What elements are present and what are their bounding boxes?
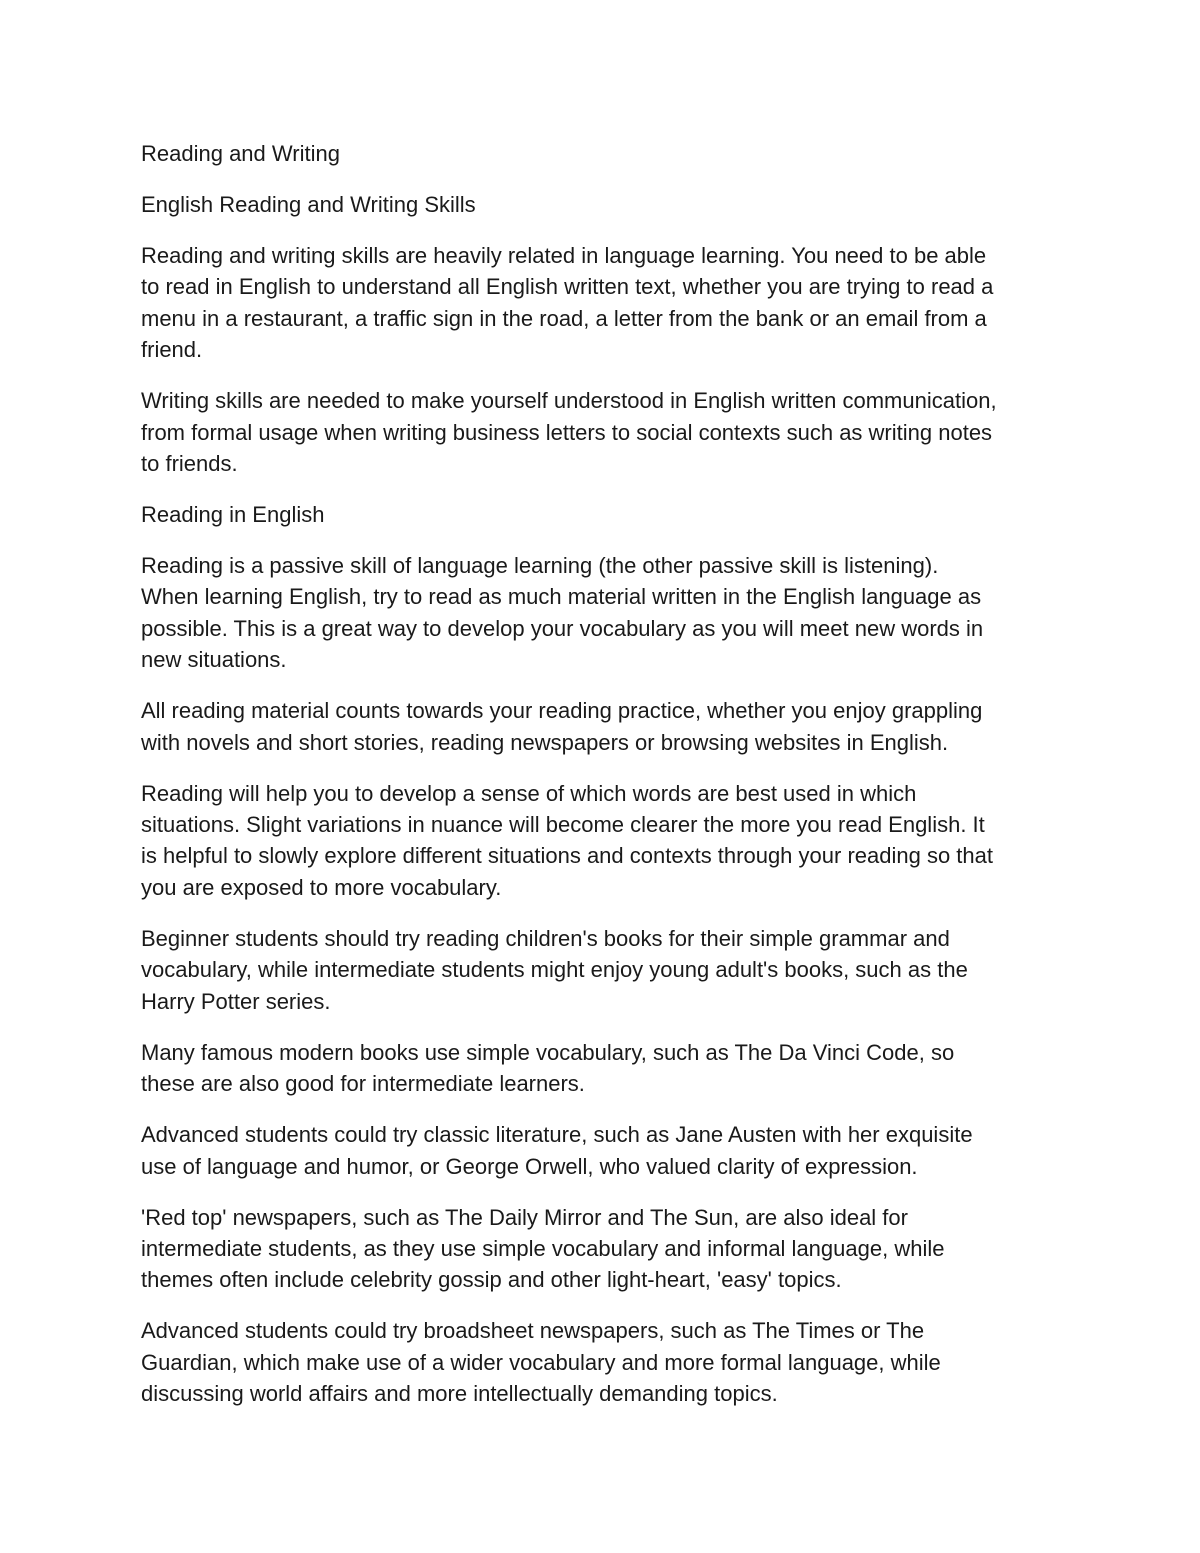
section-heading [141,499,1061,530]
text-line: new situations. [141,647,287,673]
document-subtitle [141,189,1061,220]
text-line: from formal usage when writing business letters to social contexts such as writing notes [141,419,993,445]
text-line: vocabulary, while intermediate students might enjoy young adult's books, such as the [141,957,968,983]
text-line: Advanced students could try broadsheet newspapers, such as The Times or The [141,1318,925,1344]
paragraph-4 [141,923,1061,1017]
paragraph-8 [141,1315,1061,1409]
text-line: is helpful to slowly explore different situations and contexts through your reading so that [141,843,993,869]
intro-paragraph-2 [141,385,1061,479]
text-line: intermediate students, as they use simple vocabulary and informal language, while [141,1235,945,1261]
section-heading-line: Reading in English [141,502,325,528]
text-line: themes often include celebrity gossip and other light-heart, 'easy' topics. [141,1267,842,1293]
document-body [141,138,1061,1429]
text-line: Advanced students could try classic literature, such as Jane Austen with her exquisite [141,1122,973,1148]
text-line: Beginner students should try reading children's books for their simple grammar and [141,925,950,951]
text-line: When learning English, try to read as much material written in the English language as [141,584,982,610]
text-line: Reading will help you to develop a sense of which words are best used in which [141,780,917,806]
title-line: Reading and Writing [141,141,340,166]
text-line: discussing world affairs and more intellectually demanding topics. [141,1381,778,1407]
text-line: friend. [141,337,203,363]
text-line: Reading and writing skills are heavily related in language learning. You need to be able [141,243,987,268]
text-line: these are also good for intermediate learners. [141,1071,585,1097]
document-title [141,138,1061,169]
text-line: menu in a restaurant, a traffic sign in the road, a letter from the bank or an email from a [141,305,987,331]
subtitle-line: English Reading and Writing Skills [141,192,476,217]
paragraph-6 [141,1119,1061,1182]
paragraph-2 [141,695,1061,758]
text-line: situations. Slight variations in nuance will become clearer the more you read English. It [141,812,985,838]
intro-paragraph-1 [141,240,1061,366]
paragraph-5 [141,1037,1061,1100]
text-line: use of language and humor, or George Orwell, who valued clarity of expression. [141,1153,918,1179]
paragraph-1 [141,550,1061,676]
text-line: Many famous modern books use simple vocabulary, such as The Da Vinci Code, so [141,1039,955,1065]
text-line: 'Red top' newspapers, such as The Daily Mirror and The Sun, are also ideal for [141,1204,908,1230]
text-line: Reading is a passive skill of language learning (the other passive skill is listening). [141,553,939,579]
text-line: Guardian, which make use of a wider vocabulary and more formal language, while [141,1349,941,1375]
text-line: Harry Potter series. [141,988,331,1014]
paragraph-3 [141,778,1061,904]
text-line: to read in English to understand all English written text, whether you are trying to read a [141,274,994,300]
text-line: to friends. [141,451,238,477]
text-line: possible. This is a great way to develop your vocabulary as you will meet new words in [141,615,984,641]
text-line: you are exposed to more vocabulary. [141,874,502,900]
text-line: with novels and short stories, reading newspapers or browsing websites in English. [141,729,949,755]
text-line: Writing skills are needed to make yourself understood in English written communication, [141,388,997,414]
text-line: All reading material counts towards your reading practice, whether you enjoy grappling [141,698,983,724]
paragraph-7 [141,1202,1061,1296]
